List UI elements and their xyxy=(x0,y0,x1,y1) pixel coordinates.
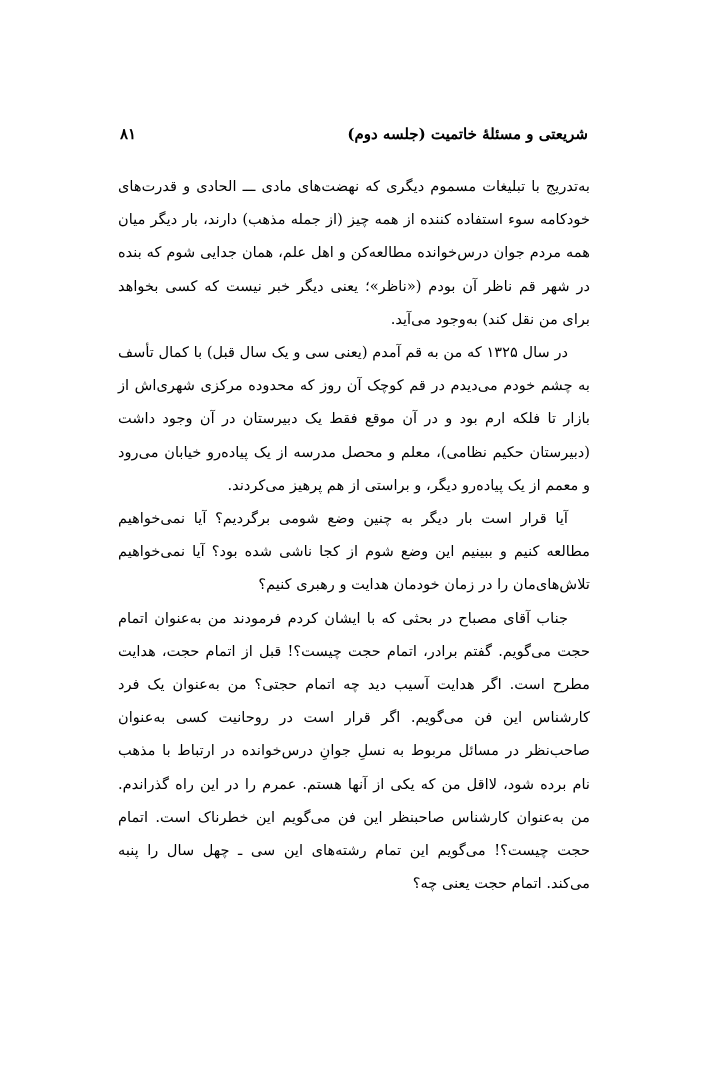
page-number: ۸۱ xyxy=(120,125,137,143)
running-header xyxy=(120,122,588,146)
body-text xyxy=(118,170,590,900)
paragraph: آیا قرار است بار دیگر به چنین وضع شومی برگردیم؟ آیا نمی‌خواهیم مطالعه کنیم و ببینیم این وضع شوم از کجا ناشی شده بود؟ آیا نمی‌خواهیم تلاش‌های‌مان را در زمان خودمان هدایت و رهبری کنیم؟ xyxy=(118,510,590,594)
chapter-title: شریعتی و مسئلهٔ خاتمیت (جلسه دوم) xyxy=(347,125,588,143)
paragraph: در سال ۱۳۲۵ که من به قم آمدم (یعنی سی و یک سال قبل) با کمال تأسف به چشم خودم می‌دیدم در قم کوچک آن روز که محدوده مرکزی شهری‌اش از بازار تا فلکه ارم بود و در آن موقع فقط یک دبیرستان در آن وجود داشت (دبیرستان حکیم نظامی)، معلم و محصل مدرسه از یک پیاده‌رو خیابان می‌رود و معمم از یک پیاده‌رو دیگر، و براستی از هم پرهیز می‌کردند. xyxy=(118,344,590,494)
paragraph: جناب آقای مصباح در بحثی که با ایشان کردم فرمودند من به‌عنوان اتمام حجت می‌گویم. گفتم برادر، اتمام حجت چیست؟! قبل از اتمام حجت، هدایت مطرح است. اگر هدایت آسیب دید چه اتمام حجتی؟ من به‌عنوان یک فرد کارشناس این فن می‌گویم. اگر قرار است در روحانیت کسی به‌عنوان صاحب‌نظر در مسائل مربوط به نسلِ جوانِ درس‌خوانده در ارتباط با مذهب نام برده شود، لااقل من که یکی از آنها هستم. عمرم را در این راه گذراندم. من به‌عنوان کارشناس صاحبنظر این فن می‌گویم این خطرناک است. اتمام حجت چیست؟! می‌گویم این تمام رشته‌های این سی ـ چهل سال را پنبه می‌کند. اتمام حجت یعنی چه؟ xyxy=(118,609,590,893)
paragraph: به‌تدریج با تبلیغات مسموم دیگری که نهضت‌های مادی ـــ الحادی و قدرت‌های خودکامه سوء استفاده کننده از همه چیز (از جمله مذهب) دارند، بار دیگر میان همه مردم جوان درس‌خوانده مطالعه‌کن و اهل علم، همان جدایی شوم که بنده در شهر قم ناظر آن بودم («ناظر»؛ یعنی دیگر خبر نیست که کسی بخواهد برای من نقل کند) به‌وجود می‌آید. xyxy=(118,178,590,328)
